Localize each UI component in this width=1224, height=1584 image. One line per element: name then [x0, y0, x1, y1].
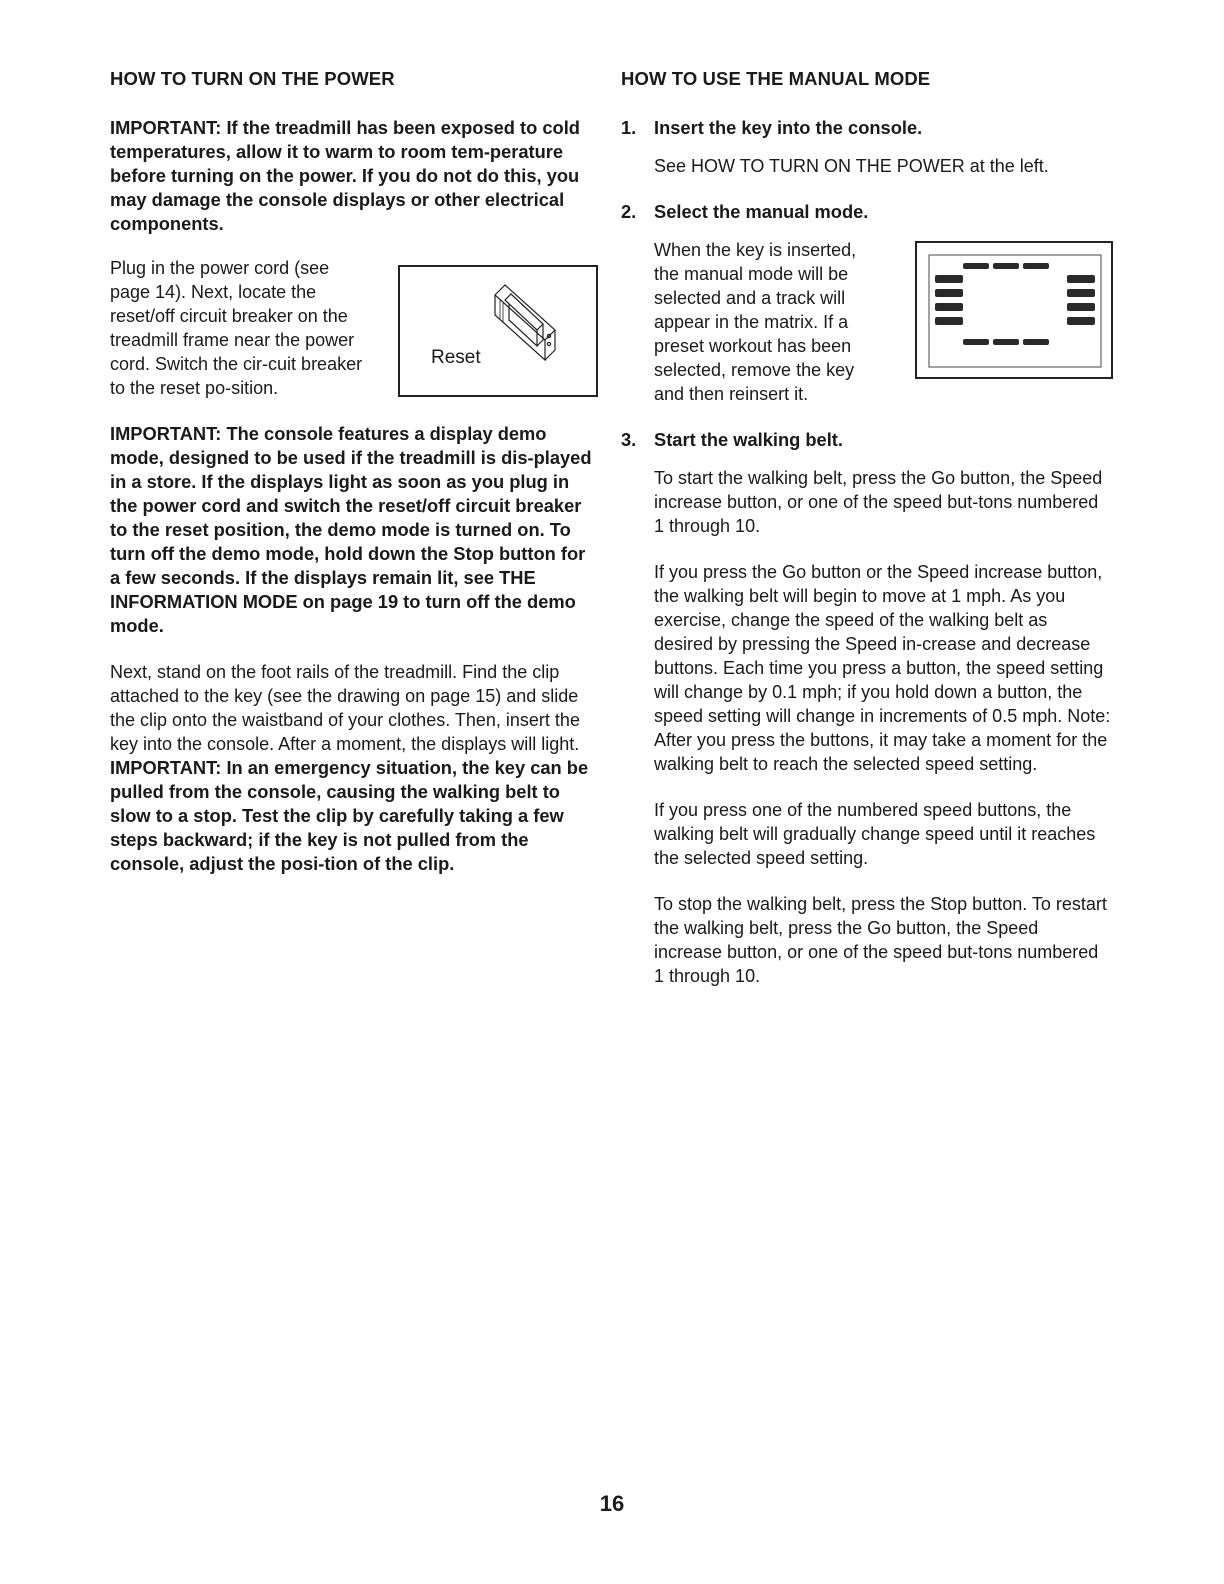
step-number: 1.: [621, 117, 637, 138]
step-paragraph: See HOW TO TURN ON THE POWER at the left.: [654, 156, 1049, 176]
emergency-warning: IMPORTANT: In an emergency situation, the key can be pulled from the console, causing the walking belt to slow to a stop. Test the clip by carefully taking a few steps backward; if the key is not pulled from the console, adjust the posi-tion of the clip.: [110, 757, 589, 874]
reset-breaker-figure: [398, 265, 598, 397]
step-title: Select the manual mode.: [654, 201, 869, 222]
step-paragraph: If you press the Go button or the Speed increase button, the walking belt will begin to move at 1 mph. As you exercise, change the speed of the walking belt as desired by pressing the Speed in-crease and decrease buttons. Each time you press a button, the speed setting will change by 0.1 mph; if you hold down a button, the speed setting will change in increments of 0.5 mph. Note: After you press the buttons, it may take a moment for the walking belt to reach the selected speed setting.: [654, 562, 1111, 774]
left-column: [110, 68, 592, 876]
step-paragraph: To stop the walking belt, press the Stop button. To restart the walking belt, press the Go button, the Speed increase button, or one of the speed but-tons numbered 1 through 10.: [654, 894, 1107, 986]
step-1: [621, 116, 1111, 178]
step-3: [621, 428, 1111, 988]
key-clip-text: Next, stand on the foot rails of the treadmill. Find the clip attached to the key (see the drawing on page 15) and slide the clip onto the waistband of your clothes. Then, insert the key into the console. After a moment, the displays will light.: [110, 662, 580, 754]
page-number: 16: [599, 1491, 625, 1516]
plug-in-instructions: Plug in the power cord (see page 14). Next, locate the reset/off circuit breaker on the treadmill frame near the power cord. Switch the cir-cuit breaker to the reset po-sition.: [110, 258, 363, 398]
reset-section: [110, 256, 592, 400]
power-heading: HOW TO TURN ON THE POWER: [110, 68, 395, 89]
demo-mode-warning: IMPORTANT: The console features a display demo mode, designed to be used if the treadmill is dis-played in a store. If the displays light as soon as you plug in the power cord and switch the reset/off circuit breaker to the reset position, the demo mode is turned on. To turn off the demo mode, hold down the Stop button for a few seconds. If the displays remain lit, see THE INFORMATION MODE on page 19 to turn off the demo mode.: [110, 423, 592, 636]
step-title: Insert the key into the console.: [654, 117, 923, 138]
step-paragraph: When the key is inserted, the manual mode will be selected and a track will appear in the matrix. If a preset workout has been selected, remove the key and then reinsert it.: [654, 240, 857, 404]
reset-label: Reset: [431, 347, 481, 368]
matrix-display-figure: [915, 241, 1113, 379]
manual-mode-heading: HOW TO USE THE MANUAL MODE: [621, 68, 931, 89]
track-matrix-illustration: [927, 253, 1103, 369]
circuit-breaker-illustration: [485, 280, 575, 370]
step-number: 2.: [621, 201, 637, 222]
step-number: 3.: [621, 429, 637, 450]
key-clip-instructions: [110, 660, 592, 876]
step-title: Start the walking belt.: [654, 429, 843, 450]
step-2: [621, 200, 1111, 406]
cold-temperature-warning: IMPORTANT: If the treadmill has been exposed to cold temperatures, allow it to warm to room tem-perature before turning on the power. If you do not do this, you may damage the console displays or other electrical components.: [110, 117, 580, 234]
step-paragraph: To start the walking belt, press the Go button, the Speed increase button, or one of the speed but-tons numbered 1 through 10.: [654, 468, 1103, 536]
step-paragraph: If you press one of the numbered speed buttons, the walking belt will gradually change speed until it reaches the selected speed setting.: [654, 800, 1096, 868]
right-column: [621, 68, 1111, 988]
matrix-section: [654, 238, 1111, 406]
